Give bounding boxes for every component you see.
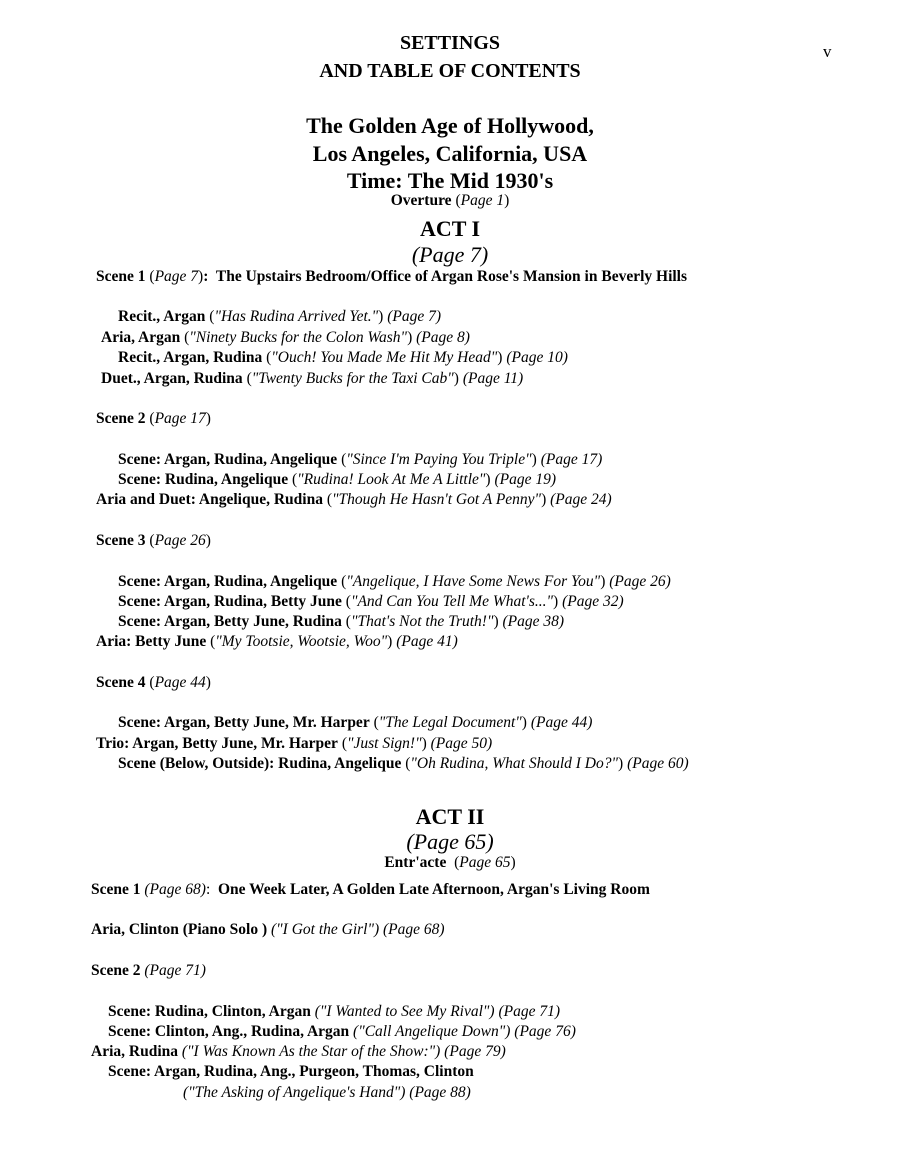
entry-page: (Page 19)	[494, 471, 556, 488]
entry-page: (Page 24)	[550, 491, 612, 508]
toc-entry: Recit., Argan ("Has Rudina Arrived Yet.") (Page 7)	[118, 308, 441, 325]
entry-page: (Page 32)	[562, 593, 624, 610]
entry-label: Aria: Betty June	[96, 633, 207, 650]
act-2-scene-1-heading: Scene 1 (Page 68): One Week Later, A Golden Late Afternoon, Argan's Living Room	[91, 881, 650, 898]
entry-page: (Page 44)	[530, 714, 593, 731]
heading-settings: SETTINGS	[399, 32, 501, 54]
entry-quote: "Just Sign!"	[347, 735, 422, 752]
scene-title: The Upstairs Bedroom/Office of Argan Rose's Mansion in Beverly Hills	[215, 268, 688, 285]
entry-label: Aria, Argan	[101, 329, 181, 346]
entry-label: Aria, Clinton (Piano Solo )	[91, 921, 268, 938]
entry-page: (Page 8)	[416, 329, 470, 346]
scene-label: Scene 3	[96, 532, 146, 549]
act-2-scene-2-heading	[91, 962, 206, 980]
entry-page: (Page 11)	[462, 370, 524, 387]
toc-entry: Scene: Argan, Rudina, Angelique ("Angelique, I Have Some News For You") (Page 26)	[118, 573, 671, 590]
entry-quote: "Oh Rudina, What Should I Do?"	[410, 755, 619, 772]
act-1-scene-2-heading: Scene 2 (Page 17)	[96, 410, 211, 427]
overture-entry: Overture (Page 1)	[390, 192, 510, 209]
act-1-scene-1-heading: Scene 1 (Page 7): The Upstairs Bedroom/Office of Argan Rose's Mansion in Beverly Hills	[96, 268, 688, 285]
act-1-page: (Page 7)	[411, 242, 489, 267]
entry-quote: "Rudina! Look At Me A Little"	[297, 471, 486, 488]
entry-label: Scene: Argan, Rudina, Angelique	[118, 573, 338, 590]
entracte-page: Page 65	[459, 854, 511, 871]
entry-label: Scene: Clinton, Ang., Rudina, Argan	[108, 1023, 350, 1040]
setting-line-3: Time: The Mid 1930's	[346, 168, 554, 193]
entry-page: (Page 60)	[627, 755, 689, 772]
entry-page: (Page 17)	[540, 451, 603, 468]
entry-label: Aria and Duet: Angelique, Rudina	[96, 491, 323, 508]
entry-quote: "And Can You Tell Me What's..."	[350, 593, 554, 610]
entry-quote: "Twenty Bucks for the Taxi Cab"	[251, 370, 454, 387]
entry-quote: "Has Rudina Arrived Yet."	[214, 308, 379, 325]
entry-rest: ("I Wanted to See My Rival") (Page 71)	[314, 1003, 560, 1020]
entry-label: Duet., Argan, Rudina	[101, 370, 243, 387]
toc-entry: Aria: Betty June ("My Tootsie, Wootsie, Woo") (Page 41)	[96, 633, 458, 650]
entry-quote: "Ouch! You Made Me Hit My Head"	[271, 349, 498, 366]
entry-page: (Page 38)	[502, 613, 565, 630]
scene-label: Scene 4	[96, 674, 146, 691]
scene-page: Page 44	[154, 674, 206, 691]
entry-quote: "Though He Hasn't Got A Penny"	[332, 491, 542, 508]
entry-label: Scene: Rudina, Angelique	[118, 471, 289, 488]
entry-page: (Page 10)	[506, 349, 568, 366]
entry-label: Trio: Argan, Betty June, Mr. Harper	[96, 735, 338, 752]
toc-entry	[108, 1003, 560, 1021]
toc-entry	[108, 1023, 576, 1041]
entry-quote: "Angelique, I Have Some News For You"	[346, 573, 601, 590]
entracte-entry: Entr'acte (Page 65)	[384, 854, 516, 871]
entry-rest: ("I Was Known As the Star of the Show:") (Page 79)	[181, 1043, 506, 1060]
entry-quote: "My Tootsie, Wootsie, Woo"	[215, 633, 388, 650]
scene-page: Page 7	[154, 268, 199, 285]
entry-quote: "Ninety Bucks for the Colon Wash"	[189, 329, 408, 346]
toc-entry	[108, 1063, 474, 1081]
scene-label: Scene 1	[96, 268, 146, 285]
act-1-title: ACT I	[419, 216, 481, 241]
toc-entry	[91, 1043, 506, 1061]
page-number: v	[823, 42, 832, 61]
entry-label: Scene: Argan, Betty June, Rudina	[118, 613, 342, 630]
scene-page: (Page 71)	[144, 962, 206, 979]
scene-label: Scene 2	[91, 962, 141, 979]
toc-entry: Scene: Argan, Betty June, Mr. Harper ("The Legal Document") (Page 44)	[118, 714, 593, 731]
toc-entry: Scene (Below, Outside): Rudina, Angelique ("Oh Rudina, What Should I Do?") (Page 60)	[118, 755, 689, 772]
entry-label: Scene: Argan, Rudina, Betty June	[118, 593, 342, 610]
scene-label: Scene 2	[96, 410, 146, 427]
toc-entry: Scene: Argan, Rudina, Betty June ("And Can You Tell Me What's...") (Page 32)	[118, 593, 624, 610]
entry-label: Aria, Rudina	[91, 1043, 178, 1060]
toc-entry: Aria and Duet: Angelique, Rudina ("Though He Hasn't Got A Penny") (Page 24)	[96, 491, 612, 508]
setting-line-1: The Golden Age of Hollywood,	[306, 113, 594, 138]
entry-quote: "Since I'm Paying You Triple"	[346, 451, 532, 468]
setting-line-2: Los Angeles, California, USA	[312, 141, 588, 166]
entry-page: (Page 41)	[396, 633, 458, 650]
entracte-label: Entr'acte	[384, 854, 447, 871]
toc-entry: Recit., Argan, Rudina ("Ouch! You Made Me Hit My Head") (Page 10)	[118, 349, 568, 366]
scene-page: Page 26	[154, 532, 206, 549]
entry-label: Scene: Argan, Rudina, Ang., Purgeon, Thomas, Clinton	[108, 1063, 474, 1080]
act-1-scene-4-heading: Scene 4 (Page 44)	[96, 674, 211, 691]
heading-table-of-contents: AND TABLE OF CONTENTS	[319, 60, 581, 82]
toc-entry: Duet., Argan, Rudina ("Twenty Bucks for the Taxi Cab") (Page 11)	[101, 370, 524, 387]
entry-rest: ("The Asking of Angelique's Hand") (Page 88)	[183, 1084, 471, 1101]
act-2-page: (Page 65)	[406, 829, 494, 854]
toc-entry: Scene: Argan, Rudina, Angelique ("Since I'm Paying You Triple") (Page 17)	[118, 451, 603, 468]
scene-page: (Page 68)	[144, 881, 206, 898]
toc-entry	[91, 921, 445, 939]
overture-label: Overture	[390, 192, 452, 209]
overture-page: Page 1	[460, 192, 505, 209]
entry-label: Scene (Below, Outside): Rudina, Angelique	[118, 755, 402, 772]
act-1-scene-3-heading: Scene 3 (Page 26)	[96, 532, 211, 549]
entry-label: Scene: Rudina, Clinton, Argan	[108, 1003, 311, 1020]
entry-quote: "That's Not the Truth!"	[350, 613, 494, 630]
toc-entry: Aria, Argan ("Ninety Bucks for the Colon Wash") (Page 8)	[101, 329, 470, 346]
scene-label: Scene 1	[91, 881, 141, 898]
entry-page: (Page 26)	[609, 573, 671, 590]
entry-label: Scene: Argan, Rudina, Angelique	[118, 451, 338, 468]
entry-rest: ("Call Angelique Down") (Page 76)	[353, 1023, 576, 1040]
toc-entry-continuation	[183, 1084, 471, 1102]
entry-rest: ("I Got the Girl") (Page 68)	[270, 921, 445, 938]
toc-entry: Scene: Argan, Betty June, Rudina ("That's Not the Truth!") (Page 38)	[118, 613, 565, 630]
entry-label: Recit., Argan	[118, 308, 206, 325]
scene-title: One Week Later, A Golden Late Afternoon, Argan's Living Room	[218, 881, 650, 898]
entry-label: Recit., Argan, Rudina	[118, 349, 263, 366]
scene-page: Page 17	[154, 410, 206, 427]
act-2-title: ACT II	[415, 804, 485, 829]
entry-quote: "The Legal Document"	[378, 714, 522, 731]
entry-label: Scene: Argan, Betty June, Mr. Harper	[118, 714, 370, 731]
toc-entry: Trio: Argan, Betty June, Mr. Harper ("Just Sign!") (Page 50)	[96, 735, 493, 752]
toc-entry: Scene: Rudina, Angelique ("Rudina! Look At Me A Little") (Page 19)	[118, 471, 556, 488]
entry-page: (Page 50)	[430, 735, 493, 752]
entry-page: (Page 7)	[387, 308, 441, 325]
